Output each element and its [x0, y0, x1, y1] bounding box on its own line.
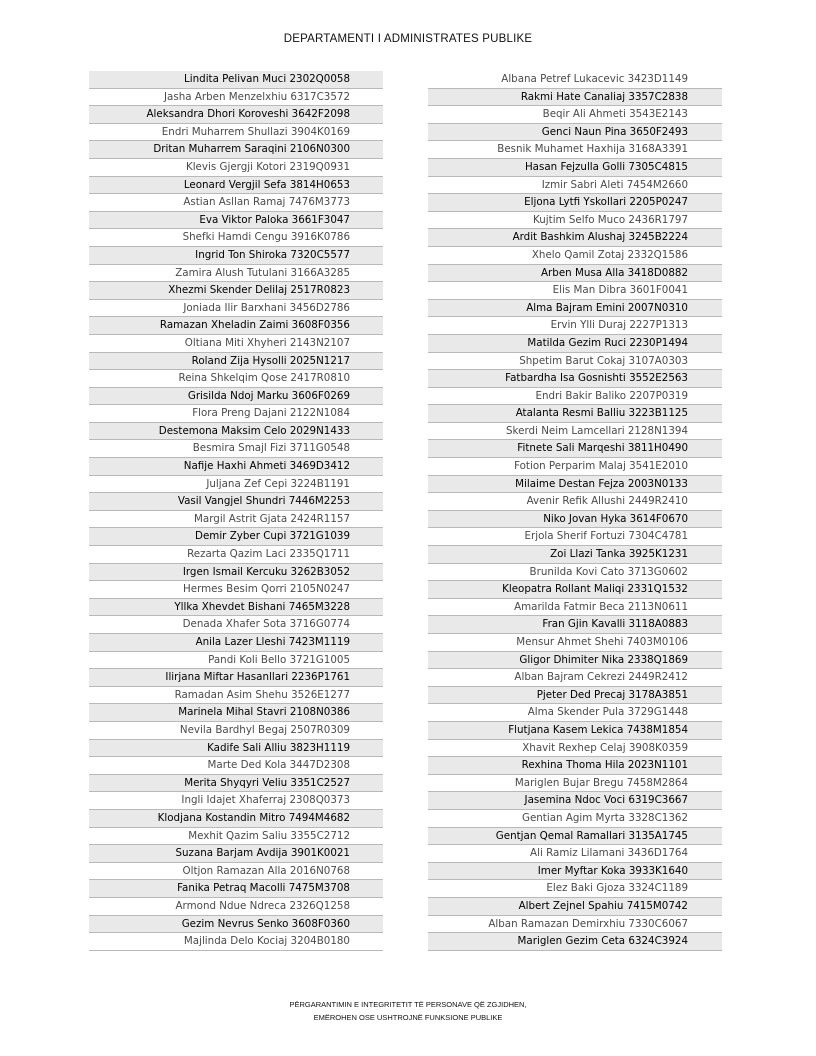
- list-item: Eva Viktor Paloka 3661F3047: [89, 212, 383, 230]
- list-item: Astian Asllan Ramaj 7476M3773: [89, 194, 383, 212]
- right-name-list: [428, 71, 722, 951]
- list-item: Imer Myftar Koka 3933K1640: [428, 863, 722, 881]
- list-item: Elis Man Dibra 3601F0041: [428, 282, 722, 300]
- list-item: Rexhina Thoma Hila 2023N1101: [428, 757, 722, 775]
- list-item: Skerdi Neim Lamcellari 2128N1394: [428, 423, 722, 441]
- list-item: Margil Astrit Gjata 2424R1157: [89, 511, 383, 529]
- list-item: Demir Zyber Cupi 3721G1039: [89, 528, 383, 546]
- list-item: Avenir Refik Allushi 2449R2410: [428, 493, 722, 511]
- list-item: Yllka Xhevdet Bishani 7465M3228: [89, 599, 383, 617]
- list-item: Joniada Ilir Barxhani 3456D2786: [89, 300, 383, 318]
- list-item: Xhavit Rexhep Celaj 3908K0359: [428, 740, 722, 758]
- list-item: Milaime Destan Fejza 2003N0133: [428, 476, 722, 494]
- list-item: Juljana Zef Cepi 3224B1191: [89, 476, 383, 494]
- list-item: Pandi Koli Bello 3721G1005: [89, 652, 383, 670]
- list-item: Xhezmi Skender Delilaj 2517R0823: [89, 282, 383, 300]
- list-item: Jasha Arben Menzelxhiu 6317C3572: [89, 89, 383, 107]
- list-item: Besnik Muhamet Haxhija 3168A3391: [428, 141, 722, 159]
- list-item: Ilirjana Miftar Hasanllari 2236P1761: [89, 669, 383, 687]
- list-item: Brunilda Kovi Cato 3713G0602: [428, 564, 722, 582]
- list-item: Flutjana Kasem Lekica 7438M1854: [428, 722, 722, 740]
- list-item: Gentian Agim Myrta 3328C1362: [428, 810, 722, 828]
- list-item: Rezarta Qazim Laci 2335Q1711: [89, 546, 383, 564]
- list-item: Klevis Gjergji Kotori 2319Q0931: [89, 159, 383, 177]
- list-item: Destemona Maksim Celo 2029N1433: [89, 423, 383, 441]
- list-item: Fitnete Sali Marqeshi 3811H0490: [428, 440, 722, 458]
- footer-line-1: PËRGARANTIMIN E INTEGRITETIT TË PERSONAVE QË ZGJIDHEN,: [289, 1000, 527, 1009]
- list-item: Albana Petref Lukacevic 3423D1149: [428, 71, 722, 89]
- list-item: Endri Muharrem Shullazi 3904K0169: [89, 124, 383, 142]
- list-item: Kujtim Selfo Muco 2436R1797: [428, 212, 722, 230]
- list-item: Alban Ramazan Demirxhiu 7330C6067: [428, 916, 722, 934]
- list-item: Majlinda Delo Kociaj 3204B0180: [89, 933, 383, 951]
- list-item: Mensur Ahmet Shehi 7403M0106: [428, 634, 722, 652]
- list-item: Xhelo Qamil Zotaj 2332Q1586: [428, 247, 722, 265]
- list-item: Beqir Ali Ahmeti 3543E2143: [428, 106, 722, 124]
- page-footer: [0, 999, 816, 1024]
- left-name-list: [89, 71, 383, 951]
- list-item: Ervin Ylli Duraj 2227P1313: [428, 317, 722, 335]
- list-item: Fran Gjin Kavalli 3118A0883: [428, 616, 722, 634]
- list-item: Genci Naun Pina 3650F2493: [428, 124, 722, 142]
- list-item: Hasan Fejzulla Golli 7305C4815: [428, 159, 722, 177]
- list-item: Leonard Vergjil Sefa 3814H0653: [89, 177, 383, 195]
- list-item: Alban Bajram Cekrezi 2449R2412: [428, 669, 722, 687]
- list-item: Gligor Dhimiter Nika 2338Q1869: [428, 652, 722, 670]
- list-item: Shpetim Barut Cokaj 3107A0303: [428, 353, 722, 371]
- list-item: Ingrid Ton Shiroka 7320C5577: [89, 247, 383, 265]
- list-item: Suzana Barjam Avdija 3901K0021: [89, 845, 383, 863]
- list-item: Pjeter Ded Precaj 3178A3851: [428, 687, 722, 705]
- list-item: Ingli Idajet Xhaferraj 2308Q0373: [89, 792, 383, 810]
- list-item: Shefki Hamdi Cengu 3916K0786: [89, 229, 383, 247]
- list-item: Ali Ramiz Lilamani 3436D1764: [428, 845, 722, 863]
- list-item: Mariglen Gezim Ceta 6324C3924: [428, 933, 722, 951]
- list-item: Denada Xhafer Sota 3716G0774: [89, 616, 383, 634]
- list-item: Besmira Smajl Fizi 3711G0548: [89, 440, 383, 458]
- list-item: Alma Bajram Emini 2007N0310: [428, 300, 722, 318]
- list-item: Marinela Mihal Stavri 2108N0386: [89, 704, 383, 722]
- list-item: Erjola Sherif Fortuzi 7304C4781: [428, 528, 722, 546]
- list-item: Arben Musa Alla 3418D0882: [428, 265, 722, 283]
- list-item: Eljona Lytfi Yskollari 2205P0247: [428, 194, 722, 212]
- list-item: Hermes Besim Qorri 2105N0247: [89, 581, 383, 599]
- list-item: Ardit Bashkim Alushaj 3245B2224: [428, 229, 722, 247]
- list-item: Armond Ndue Ndreca 2326Q1258: [89, 898, 383, 916]
- list-item: Aleksandra Dhori Koroveshi 3642F2098: [89, 106, 383, 124]
- list-item: Reina Shkelqim Qose 2417R0810: [89, 370, 383, 388]
- list-item: Fanika Petraq Macolli 7475M3708: [89, 880, 383, 898]
- list-item: Atalanta Resmi Balliu 3223B1125: [428, 405, 722, 423]
- list-item: Merita Shyqyri Veliu 3351C2527: [89, 775, 383, 793]
- list-item: Lindita Pelivan Muci 2302Q0058: [89, 71, 383, 89]
- list-item: Kleopatra Rollant Maliqi 2331Q1532: [428, 581, 722, 599]
- footer-line-2: EMËROHEN OSE USHTROJNË FUNKSIONE PUBLIKE: [313, 1012, 503, 1022]
- list-item: Endri Bakir Baliko 2207P0319: [428, 388, 722, 406]
- list-item: Vasil Vangjel Shundri 7446M2253: [89, 493, 383, 511]
- list-item: Alma Skender Pula 3729G1448: [428, 704, 722, 722]
- list-item: Elez Baki Gjoza 3324C1189: [428, 880, 722, 898]
- list-item: Kadife Sali Alliu 3823H1119: [89, 740, 383, 758]
- list-item: Zamira Alush Tutulani 3166A3285: [89, 265, 383, 283]
- list-item: Rakmi Hate Canaliaj 3357C2838: [428, 89, 722, 107]
- list-item: Niko Jovan Hyka 3614F0670: [428, 511, 722, 529]
- list-item: Nevila Bardhyl Begaj 2507R0309: [89, 722, 383, 740]
- list-item: Anila Lazer Lleshi 7423M1119: [89, 634, 383, 652]
- list-item: Klodjana Kostandin Mitro 7494M4682: [89, 810, 383, 828]
- list-item: Flora Preng Dajani 2122N1084: [89, 405, 383, 423]
- list-item: Matilda Gezim Ruci 2230P1494: [428, 335, 722, 353]
- list-item: Fotion Perparim Malaj 3541E2010: [428, 458, 722, 476]
- list-item: Zoi Llazi Tanka 3925K1231: [428, 546, 722, 564]
- list-item: Mariglen Bujar Bregu 7458M2864: [428, 775, 722, 793]
- list-item: Ramazan Xheladin Zaimi 3608F0356: [89, 317, 383, 335]
- list-item: Amarilda Fatmir Beca 2113N0611: [428, 599, 722, 617]
- page-title: DEPARTAMENTI I ADMINISTRATES PUBLIKE: [283, 33, 533, 45]
- list-item: Ramadan Asim Shehu 3526E1277: [89, 687, 383, 705]
- list-item: Marte Ded Kola 3447D2308: [89, 757, 383, 775]
- list-item: Roland Zija Hysolli 2025N1217: [89, 353, 383, 371]
- list-item: Gezim Nevrus Senko 3608F0360: [89, 916, 383, 934]
- list-item: Oltjon Ramazan Alla 2016N0768: [89, 863, 383, 881]
- list-item: Albert Zejnel Spahiu 7415M0742: [428, 898, 722, 916]
- list-item: Gentjan Qemal Ramallari 3135A1745: [428, 828, 722, 846]
- list-item: Irgen Ismail Kercuku 3262B3052: [89, 564, 383, 582]
- list-item: Oltiana Miti Xhyheri 2143N2107: [89, 335, 383, 353]
- list-item: Dritan Muharrem Saraqini 2106N0300: [89, 141, 383, 159]
- list-item: Mexhit Qazim Saliu 3355C2712: [89, 828, 383, 846]
- list-item: Grisilda Ndoj Marku 3606F0269: [89, 388, 383, 406]
- list-item: Nafije Haxhi Ahmeti 3469D3412: [89, 458, 383, 476]
- list-item: Fatbardha Isa Gosnishti 3552E2563: [428, 370, 722, 388]
- list-item: Izmir Sabri Aleti 7454M2660: [428, 177, 722, 195]
- list-item: Jasemina Ndoc Voci 6319C3667: [428, 792, 722, 810]
